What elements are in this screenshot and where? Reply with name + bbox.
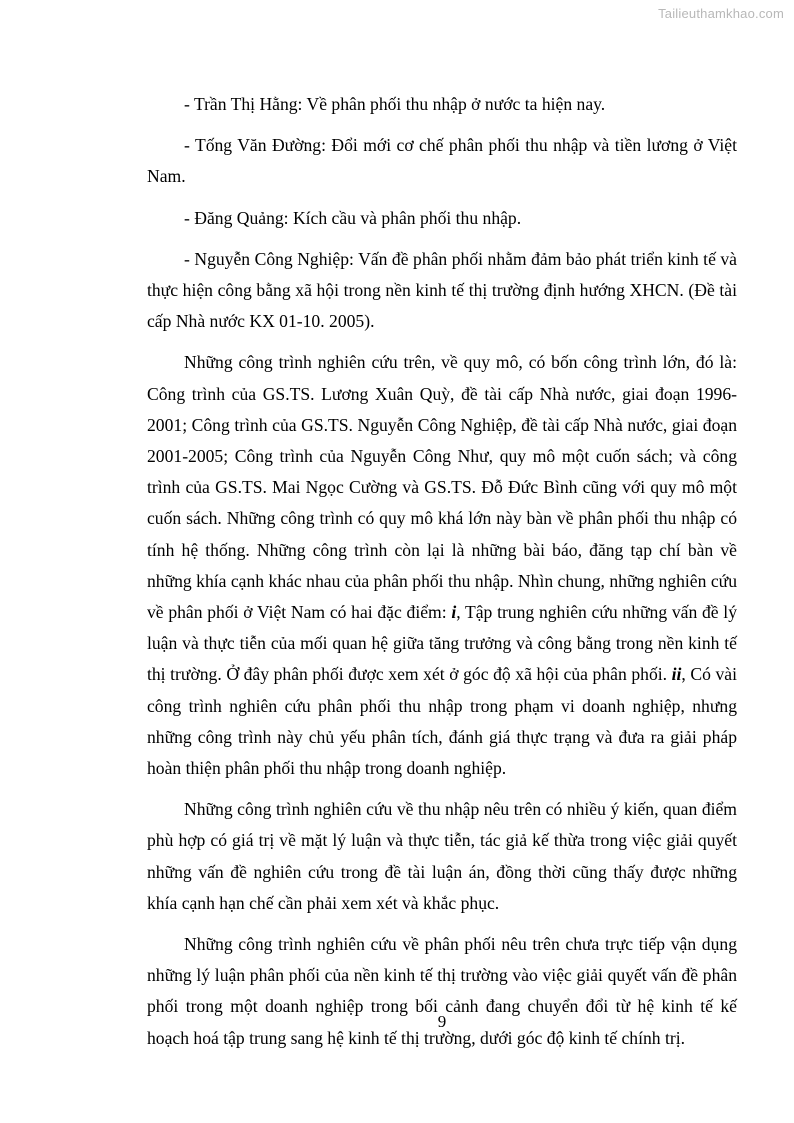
- body-paragraph: [147, 347, 737, 784]
- watermark: Tailieuthamkhao.com: [658, 6, 784, 21]
- reference-item: - Nguyễn Công Nghiệp: Vấn đề phân phối nhằm đảm bảo phát triển kinh tế và thực hiện công bằng xã hội trong nền kinh tế thị trường định hướng XHCN. (Đề tài cấp Nhà nước KX 01-10. 2005).: [147, 248, 737, 332]
- page-number: 9: [437, 1012, 447, 1031]
- reference-item: - Trần Thị Hằng: Về phân phối thu nhập ở nước ta hiện nay.: [184, 94, 606, 114]
- document-body: [147, 89, 737, 1054]
- paragraph-text: , Có vài công trình nghiên cứu phân phối thu nhập trong phạm vi doanh nghiệp, nhưng những công trình này chủ yếu phân tích, đánh giá thực trạng và đưa ra giải pháp hoàn thiện phân phối thu nhập trong doanh nghiệp.: [147, 664, 737, 779]
- list-marker: i: [451, 602, 457, 623]
- paragraph-text: , Tập trung nghiên cứu những vấn đề lý luận và thực tiễn của mối quan hệ giữa tăng trưởng và công bằng trong nền kinh tế thị trường. Ở đây phân phối được xem xét ở góc độ xã hội của phân phối.: [147, 602, 737, 685]
- list-marker: ii: [671, 664, 682, 685]
- body-paragraph: Những công trình nghiên cứu về thu nhập nêu trên có nhiều ý kiến, quan điểm phù hợp có giá trị về mặt lý luận và thực tiễn, tác giả kế thừa trong việc giải quyết những vấn đề nghiên cứu trong đề tài luận án, đồng thời cũng thấy được những khía cạnh hạn chế cần phải xem xét và khắc phục.: [147, 799, 737, 913]
- paragraph-text: Những công trình nghiên cứu trên, về quy mô, có bốn công trình lớn, đó là: Công trình của GS.TS. Lương Xuân Quỳ, đề tài cấp Nhà nước, giai đoạn 1996-2001; Công trình của GS.TS. Nguyễn Công Nghiệp, đề tài cấp Nhà nước, giai đoạn 2001-2005; Công trình của Nguyễn Công Như, quy mô một cuốn sách; và công trình của GS.TS. Mai Ngọc Cường và GS.TS. Đỗ Đức Bình cũng với quy mô một cuốn sách. Những công trình có quy mô khá lớn này bàn về phân phối thu nhập có tính hệ thống. Những công trình còn lại là những bài báo, đăng tạp chí bàn về những khía cạnh khác nhau của phân phối thu nhập. Nhìn chung, những nghiên cứu về phân phối ở Việt Nam có hai đặc điểm:: [147, 352, 737, 623]
- body-paragraph: Những công trình nghiên cứu về phân phối nêu trên chưa trực tiếp vận dụng những lý luận phân phối của nền kinh tế thị trường vào việc giải quyết vấn đề phân phối trong một doanh nghiệp trong bối cảnh đang chuyển đổi từ hệ kinh tế kế hoạch hoá tập trung sang hệ kinh tế thị trường, dưới góc độ kinh tế chính trị.: [147, 934, 737, 1048]
- reference-item: - Tống Văn Đường: Đổi mới cơ chế phân phối thu nhập và tiền lương ở Việt Nam.: [147, 135, 737, 187]
- reference-item: - Đăng Quảng: Kích cầu và phân phối thu nhập.: [184, 207, 522, 228]
